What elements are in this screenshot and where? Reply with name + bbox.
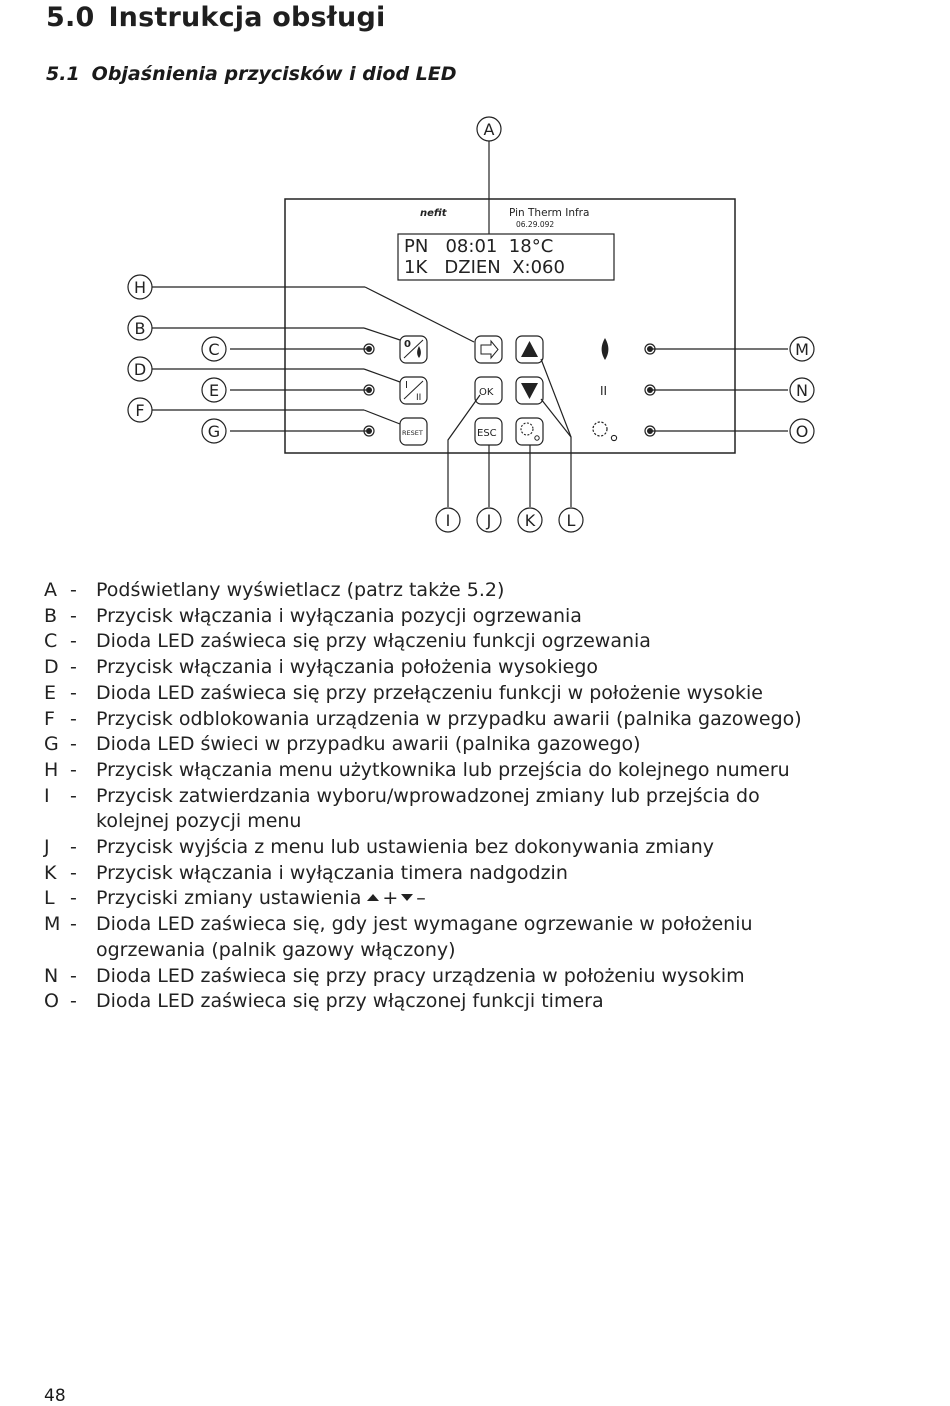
legend-text: Przycisk zatwierdzania wyboru/wprowadzonej zmiany lub przejścia do bbox=[96, 784, 760, 807]
legend-item: G - Dioda LED świeci w przypadku awarii (palnika gazowego) bbox=[44, 732, 816, 758]
legend-text: Przycisk włączania menu użytkownika lub przejścia do kolejnego numeru bbox=[96, 758, 790, 781]
sun-indicator-icon bbox=[611, 435, 616, 440]
display-line-2: 1K DZIEN X:060 bbox=[404, 257, 565, 278]
legend-key: K bbox=[44, 861, 57, 884]
menu-next-button[interactable] bbox=[475, 336, 502, 363]
legend-key: J bbox=[44, 836, 50, 859]
legend-item: H - Przycisk włączania menu użytkownika lub przejścia do kolejnego numeru bbox=[44, 758, 816, 784]
legend-key: H bbox=[44, 758, 59, 781]
legend-item: D - Przycisk włączania i wyłączania położenia wysokiego bbox=[44, 655, 816, 681]
legend-key: F bbox=[44, 707, 55, 730]
legend-text: Dioda LED świeci w przypadku awarii (palnika gazowego) bbox=[96, 733, 641, 756]
svg-text:I: I bbox=[405, 380, 408, 391]
legend-text: Przycisk odblokowania urządzenia w przypadku awarii (palnika gazowego) bbox=[96, 707, 802, 730]
legend-key: B bbox=[44, 604, 58, 627]
brand-logo: nefit bbox=[420, 208, 447, 219]
legend-item-continuation bbox=[44, 938, 816, 964]
overtime-timer-button[interactable] bbox=[516, 418, 543, 445]
callout-h-label: H bbox=[133, 278, 147, 297]
callout-i-label: I bbox=[445, 511, 451, 530]
legend-key: G bbox=[44, 733, 59, 756]
dash-symbol: – bbox=[416, 887, 426, 910]
control-panel-diagram bbox=[0, 100, 950, 545]
callout-e-label: E bbox=[208, 381, 220, 400]
sun-icon bbox=[535, 436, 539, 440]
section-heading bbox=[46, 63, 457, 85]
legend-text: Dioda LED zaświeca się przy włączonej funkcji timera bbox=[96, 990, 604, 1013]
high-indicator-label: II bbox=[600, 384, 608, 398]
heading-title: Instrukcja obsługi bbox=[108, 2, 386, 33]
legend-item: J - Przycisk wyjścia z menu lub ustawienia bez dokonywania zmiany bbox=[44, 835, 816, 861]
callout-o-label: O bbox=[795, 422, 809, 441]
legend-key: L bbox=[44, 887, 55, 910]
legend-item: K - Przycisk włączania i wyłączania timera nadgodzin bbox=[44, 861, 816, 887]
legend-item: O - Dioda LED zaświeca się przy włączonej funkcji timera bbox=[44, 989, 816, 1015]
up-button[interactable] bbox=[516, 336, 543, 363]
heating-on-off-button[interactable] bbox=[400, 336, 427, 363]
triangle-down-icon bbox=[401, 894, 413, 901]
legend-text: kolejnej pozycji menu bbox=[96, 810, 302, 833]
legend-text: Dioda LED zaświeca się przy pracy urządzenia w położeniu wysokim bbox=[96, 964, 745, 987]
clock-icon bbox=[521, 423, 533, 435]
legend-item: I - Przycisk zatwierdzania wyboru/wprowadzonej zmiany lub przejścia do bbox=[44, 784, 816, 810]
legend-text: Podświetlany wyświetlacz (patrz także 5.2) bbox=[96, 579, 505, 601]
legend-text: Przycisk wyjścia z menu lub ustawienia bez dokonywania zmiany bbox=[96, 836, 715, 859]
callout-a-label: A bbox=[483, 120, 495, 139]
legend-text: Dioda LED zaświeca się przy przełączeniu funkcji w położenie wysokie bbox=[96, 681, 763, 704]
model-code: 06.29.092 bbox=[516, 220, 555, 229]
triangle-up-icon bbox=[521, 341, 538, 357]
display-line-1: PN 08:01 18°C bbox=[404, 236, 554, 257]
legend-item: B - Przycisk włączania i wyłączania pozycji ogrzewania bbox=[44, 604, 816, 630]
legend-text: Przyciski zmiany ustawienia + – bbox=[96, 887, 426, 910]
legend-item: E - Dioda LED zaświeca się przy przełączeniu funkcji w położenie wysokie bbox=[44, 681, 816, 707]
svg-text:OK: OK bbox=[479, 387, 494, 398]
legend-key: E bbox=[44, 681, 57, 704]
legend-key: A bbox=[44, 579, 57, 601]
legend-text: Przycisk włączania i wyłączania timera nadgodzin bbox=[96, 861, 568, 884]
callout-d-label: D bbox=[133, 360, 147, 379]
legend-item: C - Dioda LED zaświeca się przy włączeniu funkcji ogrzewania bbox=[44, 629, 816, 655]
ok-button[interactable] bbox=[475, 377, 502, 404]
legend-key: N bbox=[44, 964, 59, 987]
section-title: Objaśnienia przycisków i diod LED bbox=[91, 63, 457, 85]
high-position-button[interactable] bbox=[400, 377, 427, 404]
legend-list bbox=[44, 578, 816, 1015]
triangle-up-icon bbox=[367, 894, 379, 901]
svg-text:RESET: RESET bbox=[402, 429, 423, 437]
legend-text: Dioda LED zaświeca się przy włączeniu funkcji ogrzewania bbox=[96, 630, 651, 653]
legend-text: Dioda LED zaświeca się, gdy jest wymagane ogrzewanie w położeniu bbox=[96, 913, 753, 936]
legend-item: M - Dioda LED zaświeca się, gdy jest wymagane ogrzewanie w położeniu bbox=[44, 912, 816, 938]
legend-text: ogrzewania (palnik gazowy włączony) bbox=[96, 938, 456, 961]
svg-text:II: II bbox=[416, 393, 422, 403]
model-name: Pin Therm Infra bbox=[509, 207, 590, 219]
legend-key: I bbox=[44, 784, 50, 807]
svg-text:0: 0 bbox=[404, 339, 411, 350]
svg-text:ESC: ESC bbox=[477, 428, 497, 439]
section-number: 5.1 bbox=[46, 63, 80, 85]
legend-item: A - Podświetlany wyświetlacz (patrz także 5.2) bbox=[44, 578, 816, 604]
legend-text: Przycisk włączania i wyłączania położenia wysokiego bbox=[96, 656, 599, 679]
timer-indicator-icon bbox=[593, 422, 607, 436]
legend-key: C bbox=[44, 630, 58, 653]
callout-m-label: M bbox=[795, 340, 809, 359]
callout-b-label: B bbox=[134, 319, 146, 338]
legend-item-continuation bbox=[44, 809, 816, 835]
flame-icon bbox=[417, 346, 421, 358]
reset-button[interactable] bbox=[400, 418, 427, 445]
callout-n-label: N bbox=[796, 381, 808, 400]
triangle-down-icon bbox=[521, 383, 538, 399]
arrow-right-icon bbox=[481, 341, 498, 358]
page-heading bbox=[46, 2, 385, 33]
legend-item: F - Przycisk odblokowania urządzenia w przypadku awarii (palnika gazowego) bbox=[44, 707, 816, 733]
callout-f-label: F bbox=[135, 401, 145, 420]
page-number: 48 bbox=[44, 1386, 66, 1406]
callout-k-label: K bbox=[524, 511, 536, 530]
legend-key: O bbox=[44, 990, 59, 1013]
down-button[interactable] bbox=[516, 377, 543, 404]
heading-number: 5.0 bbox=[46, 2, 95, 33]
callout-l-label: L bbox=[566, 511, 576, 530]
callout-j-label: J bbox=[486, 511, 492, 530]
legend-item: L - Przyciski zmiany ustawienia + – bbox=[44, 886, 816, 912]
esc-button[interactable] bbox=[475, 418, 502, 445]
legend-item: N - Dioda LED zaświeca się przy pracy urządzenia w położeniu wysokim bbox=[44, 964, 816, 990]
callout-c-label: C bbox=[208, 340, 220, 359]
legend-text: Przycisk włączania i wyłączania pozycji ogrzewania bbox=[96, 604, 582, 627]
plus-symbol: + bbox=[382, 887, 399, 910]
legend-key: D bbox=[44, 656, 59, 679]
flame-indicator-icon bbox=[602, 338, 609, 360]
legend-key: M bbox=[44, 913, 61, 936]
callout-g-label: G bbox=[207, 422, 221, 441]
